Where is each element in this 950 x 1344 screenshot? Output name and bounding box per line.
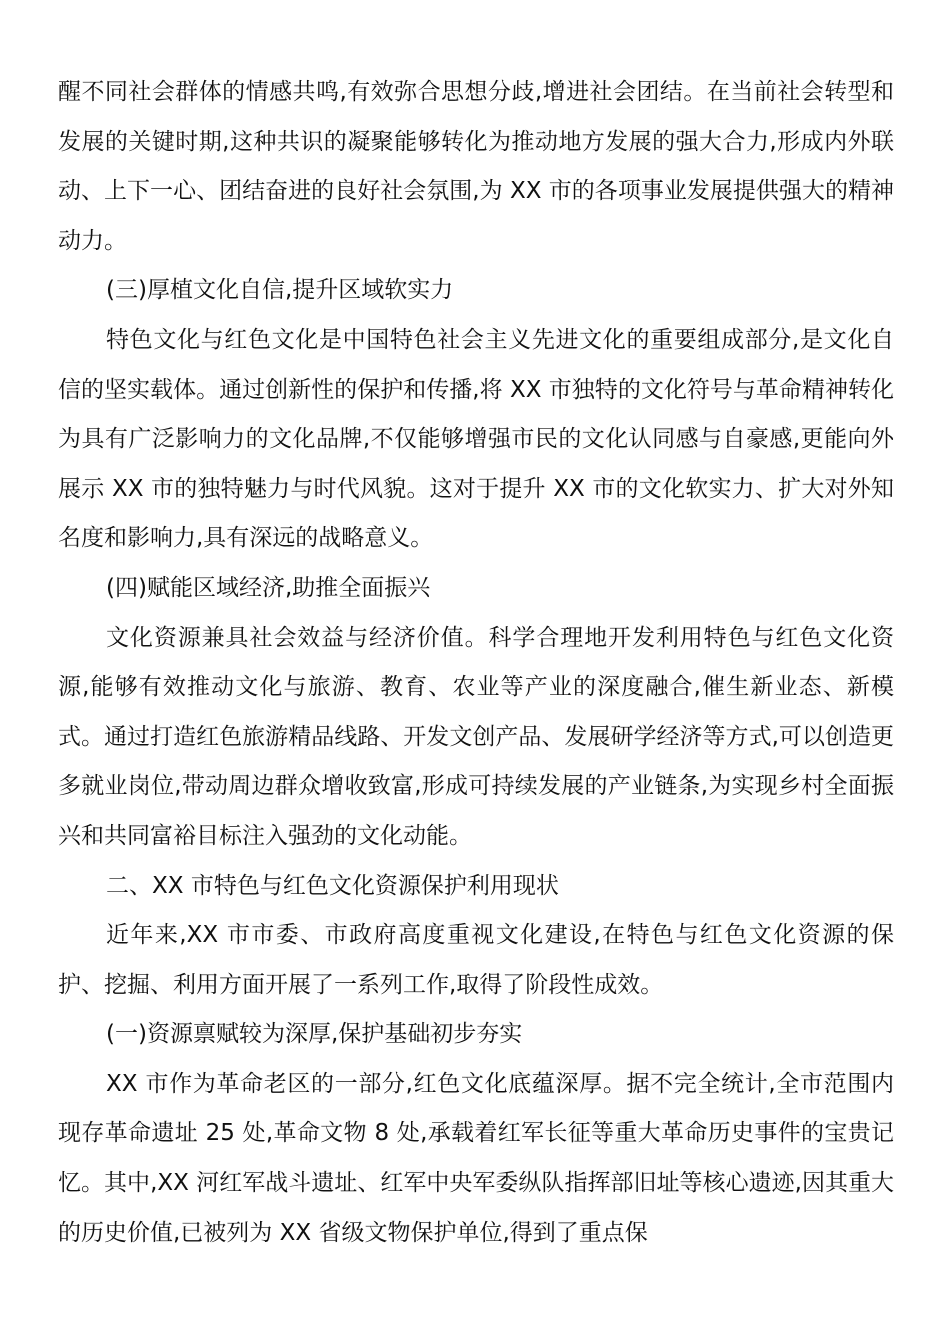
section-heading-1: (一)资源禀赋较为深厚,保护基础初步夯实 (106, 1021, 523, 1048)
document-page (58, 68, 894, 1258)
section-heading-3: (三)厚植文化自信,提升区域软实力 (106, 277, 454, 304)
section-heading-4: (四)赋能区域经济,助推全面振兴 (106, 574, 431, 601)
body-paragraph: XX 市作为革命老区的一部分,红色文化底蕴深厚。据不完全统计,全市范围内现存革命遗址 25 处,革命文物 8 处,承载着红军长征等重大革命历史事件的宝贵记忆。其中,XX 河红军战斗遗址、红军中央军委纵队指挥部旧址等核心遗迹,因其重大的历史价值,已被列为 XX 省级文物保护单位,得到了重点保 (58, 1070, 894, 1246)
body-paragraph: 特色文化与红色文化是中国特色社会主义先进文化的重要组成部分,是文化自信的坚实载体。通过创新性的保护和传播,将 XX 市独特的文化符号与革命精神转化为具有广泛影响力的文化品牌,不仅能够增强市民的文化认同感与自豪感,更能向外展示 XX 市的独特魅力与时代风貌。这对于提升 XX 市的文化软实力、扩大对外知名度和影响力,具有深远的战略意义。 (58, 326, 894, 552)
body-paragraph: 文化资源兼具社会效益与经济价值。科学合理地开发利用特色与红色文化资源,能够有效推动文化与旅游、教育、农业等产业的深度融合,催生新业态、新模式。通过打造红色旅游精品线路、开发文创产品、发展研学经济等方式,可以创造更多就业岗位,带动周边群众增收致富,形成可持续发展的产业链条,为实现乡村全面振兴和共同富裕目标注入强劲的文化动能。 (58, 624, 894, 849)
body-paragraph-continued: 醒不同社会群体的情感共鸣,有效弥合思想分歧,增进社会团结。在当前社会转型和发展的关键时期,这种共识的凝聚能够转化为推动地方发展的强大合力,形成内外联动、上下一心、团结奋进的良好社会氛围,为 XX 市的各项事业发展提供强大的精神动力。 (58, 79, 894, 254)
chapter-heading-2: 二、XX 市特色与红色文化资源保护利用现状 (106, 872, 559, 899)
body-paragraph: 近年来,XX 市市委、市政府高度重视文化建设,在特色与红色文化资源的保护、挖掘、利用方面开展了一系列工作,取得了阶段性成效。 (58, 922, 894, 998)
